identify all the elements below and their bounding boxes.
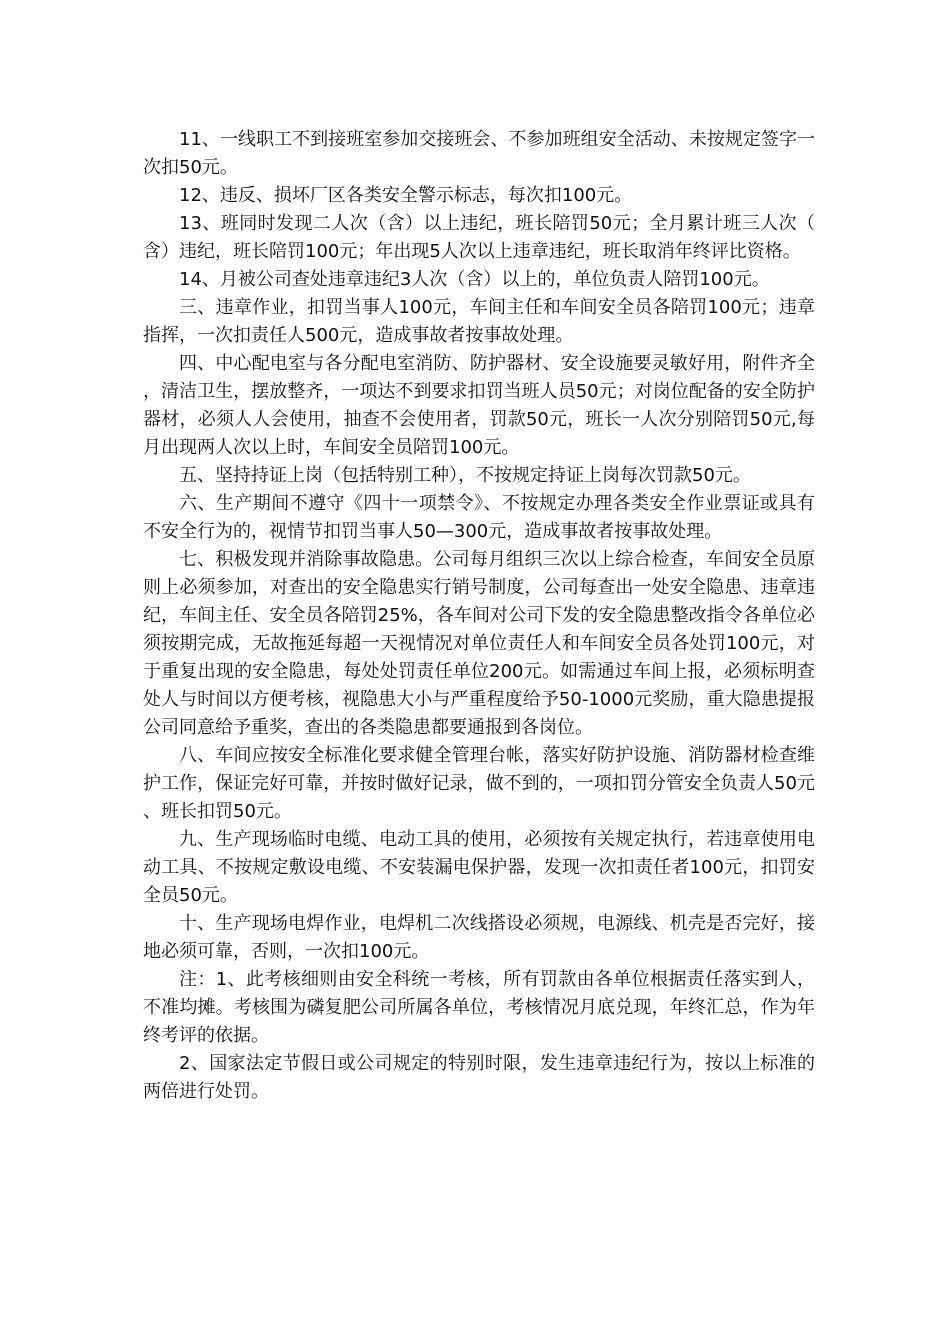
paragraph-rule-12: 12、违反、损坏厂区各类安全警示标志，每次扣100元。 — [179, 185, 633, 206]
paragraph-section-8: 八、车间应按安全标准化要求健全管理台帐，落实好防护设施、消防器材检查维护工作，保证完好可靠，并按时做好记录，做不到的，一项扣罚分管安全负责人50元、班长扣罚50元。 — [143, 745, 815, 822]
document-body — [143, 126, 815, 1106]
paragraph-note-1: 注：1、此考核细则由安全科统一考核，所有罚款由各单位根据责任落实到人，不准均摊。考核围为磷复肥公司所属各单位，考核情况月底兑现，年终汇总，作为年终考评的依据。 — [143, 969, 815, 1046]
paragraph-note-2: 2、国家法定节假日或公司规定的特别时限，发生违章违纪行为，按以上标准的两倍进行处罚。 — [143, 1053, 815, 1102]
paragraph-section-5: 五、坚持持证上岗（包括特别工种），不按规定持证上岗每次罚款50元。 — [179, 465, 751, 486]
paragraph-rule-11: 11、一线职工不到接班室参加交接班会、不参加班组安全活动、未按规定签字一次扣50元。 — [143, 129, 815, 178]
paragraph-rule-14: 14、月被公司查处违章违纪3人次（含）以上的，单位负责人陪罚100元。 — [179, 269, 770, 290]
paragraph-section-3: 三、违章作业，扣罚当事人100元，车间主任和车间安全员各陪罚100元；违章指挥，一次扣责任人500元，造成事故者按事故处理。 — [143, 297, 815, 346]
paragraph-section-7: 七、积极发现并消除事故隐患。公司每月组织三次以上综合检查，车间安全员原则上必须参加，对查出的安全隐患实行销号制度，公司每查出一处安全隐患、违章违纪，车间主任、安全员各陪罚25%，各车间对公司下发的安全隐患整改指令各单位必须按期完成，无故拖延每超一天视情况对单位责任人和车间安全员各处罚100元，对于重复出现的安全隐患，每处处罚责任单位200元。如需通过车间上报，必须标明查处人与时间以方便考核，视隐患大小与严重程度给予50-1000元奖励，重大隐患提报公司同意给予重奖，查出的各类隐患都要通报到各岗位。 — [143, 549, 815, 738]
paragraph-section-9: 九、生产现场临时电缆、电动工具的使用，必须按有关规定执行，若违章使用电动工具、不按规定敷设电缆、不安装漏电保护器，发现一次扣责任者100元，扣罚安全员50元。 — [143, 829, 815, 906]
paragraph-section-10: 十、生产现场电焊作业，电焊机二次线搭设必须规，电源线、机壳是否完好，接地必须可靠，否则，一次扣100元。 — [143, 913, 815, 962]
paragraph-rule-13: 13、班同时发现二人次（含）以上违纪，班长陪罚50元；全月累计班三人次（含）违纪，班长陪罚100元；年出现5人次以上违章违纪，班长取消年终评比资格。 — [143, 213, 815, 262]
paragraph-section-4: 四、中心配电室与各分配电室消防、防护器材、安全设施要灵敏好用，附件齐全，清洁卫生，摆放整齐，一项达不到要求扣罚当班人员50元；对岗位配备的安全防护器材，必须人人会使用，抽查不会使用者，罚款50元，班长一人次分别陪罚50元,每月出现两人次以上时，车间安全员陪罚100元。 — [143, 353, 815, 458]
paragraph-section-6: 六、生产期间不遵守《四十一项禁令》、不按规定办理各类安全作业票证或具有不安全行为的，视情节扣罚当事人50—300元，造成事故者按事故处理。 — [143, 493, 815, 542]
